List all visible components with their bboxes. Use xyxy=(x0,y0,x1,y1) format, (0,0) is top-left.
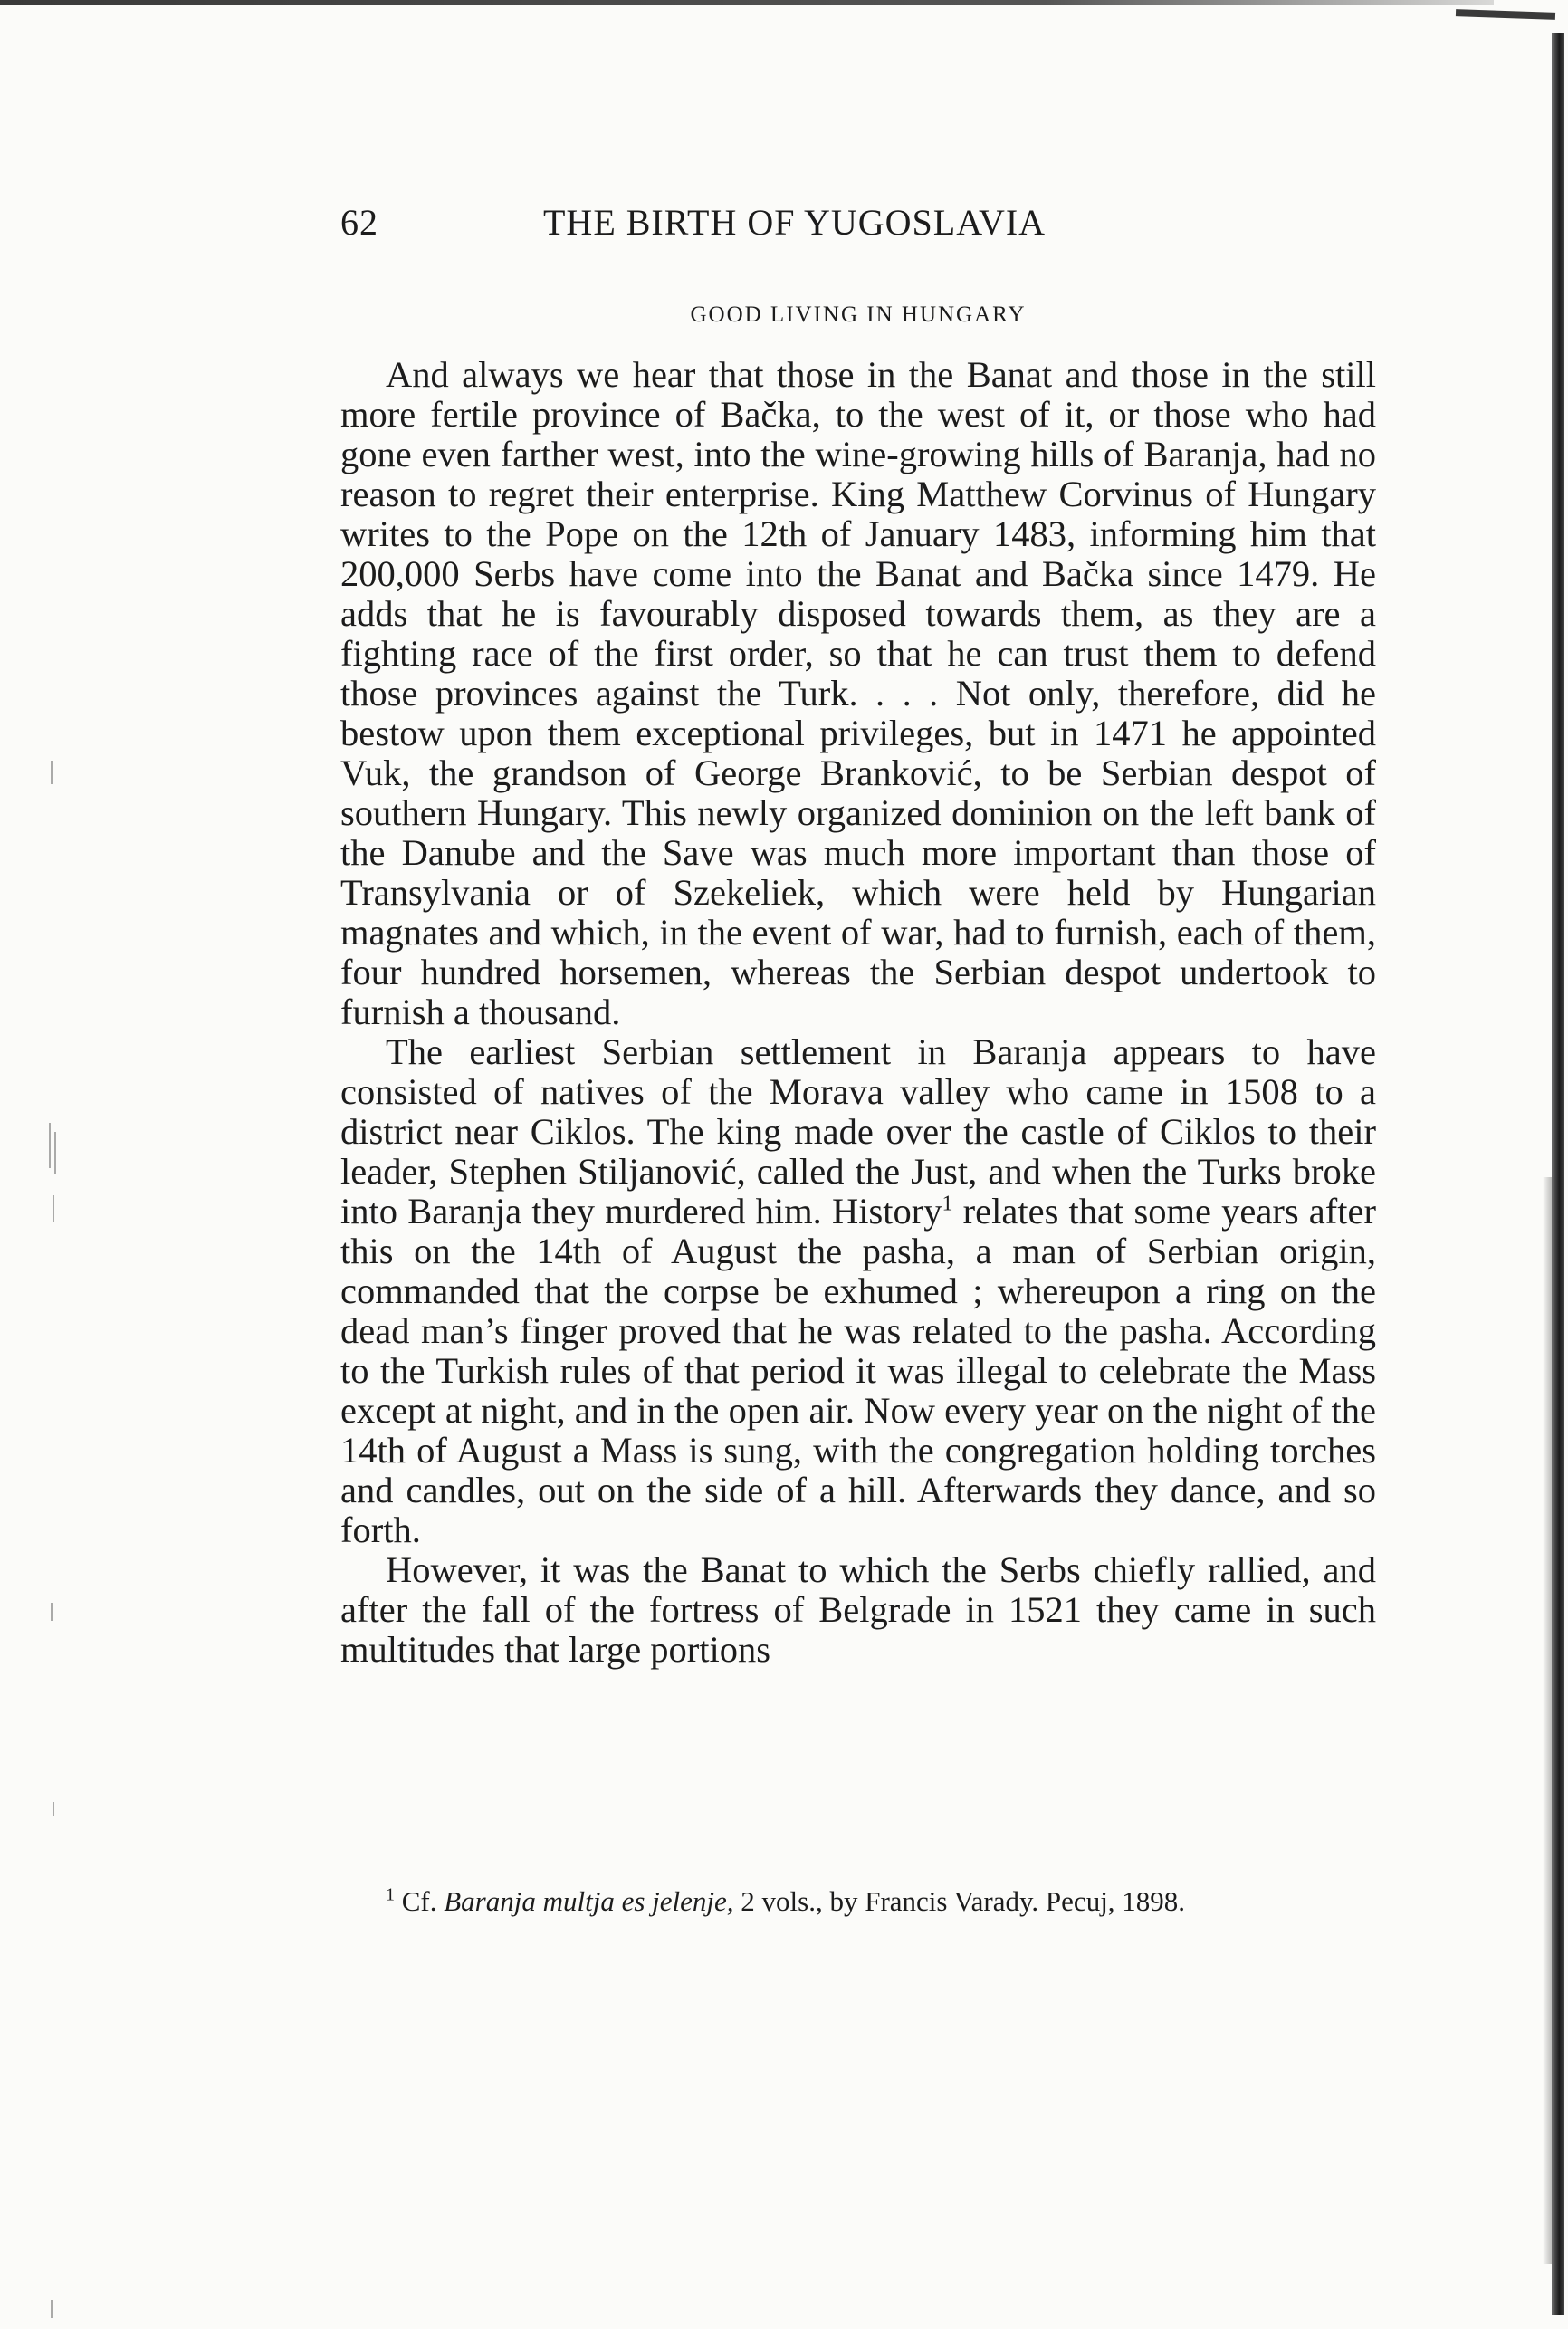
running-head xyxy=(340,201,1228,248)
paragraph-2-part-1: The earliest Serbian settlement in Baranja appears to have consisted of natives of the Morava valley who came in 1508 to a district near Ciklos. The king made over the castle of Ciklos to their leader, Stephen Stiljanović, called the Just, and when the Turks broke into Baranja they murdered him. History xyxy=(340,1031,1376,1232)
page-corner-edge xyxy=(1456,9,1555,20)
paragraph-3: However, it was the Banat to which the Serbs chiefly rallied, and after the fall of the fortress of Belgrade in 1521 they came in such multitudes that large portions xyxy=(340,1549,1376,1670)
footnote-cited-title: Baranja multja es jelenje, xyxy=(444,1885,734,1917)
paragraph-2-part-2: relates that some years after this on the 14th of August the pasha, a man of Serbian origin, commanded that the corpse be exhumed ; whereupon a ring on the dead man’s finger proved that he was related to the pasha. According to the Turkish rules of that period it was illegal to celebrate the Mass except at night, and in the open air. Now every year on the night of the 14th of August a Mass is sung, with the congregation holding torches and candles, out on the side of a hill. Afterwards they dance, and so forth. xyxy=(340,1191,1376,1550)
book-title: THE BIRTH OF YUGOSLAVIA xyxy=(543,202,1047,243)
footnote-number: 1 xyxy=(386,1884,395,1905)
spine-shadow xyxy=(1543,1177,1552,2264)
footnote-reference: 1 xyxy=(942,1192,953,1216)
footnote-citation: 2 vols., by Francis Varady. Pecuj, 1898. xyxy=(733,1885,1186,1917)
book-spine-edge xyxy=(1552,33,1564,2315)
footnote-prefix: Cf. xyxy=(401,1885,445,1917)
paragraph-2 xyxy=(340,1032,1376,1550)
paragraph-1: And always we hear that those in the Banat and those in the still more fertile province of Bačka, to the west of it, or those who had gone even farther west, into the wine-growing hills of Baranja, had no reason to regret their enterprise. King Matthew Corvinus of Hungary writes to the Pope on the 12th of January 1483, informing him that 200,000 Serbs have come into the Banat and Bačka since 1479. He adds that he is favourably disposed towards them, as they are a fighting race of the first order, so that he can trust them to defend those provinces against the Turk. . . . Not only, therefore, did he bestow upon them exceptional privileges, but in 1471 he appointed Vuk, the grandson of George Branković, to be Serbian despot of southern Hungary. This newly organized dominion on the left bank of the Danube and the Save was much more important than those of Transylvania or of Szekeliek, which were held by Hungarian magnates and which, in the event of war, had to furnish, each of them, four hundred horsemen, whereas the Serbian despot undertook to furnish a thousand. xyxy=(340,354,1376,1032)
section-heading: GOOD LIVING IN HUNGARY xyxy=(690,302,1027,327)
body-text xyxy=(340,355,1376,1670)
page-number: 62 xyxy=(340,202,378,243)
margin-marks xyxy=(47,761,65,2318)
footnote xyxy=(340,1885,1376,1918)
page-top-edge xyxy=(0,0,1494,5)
